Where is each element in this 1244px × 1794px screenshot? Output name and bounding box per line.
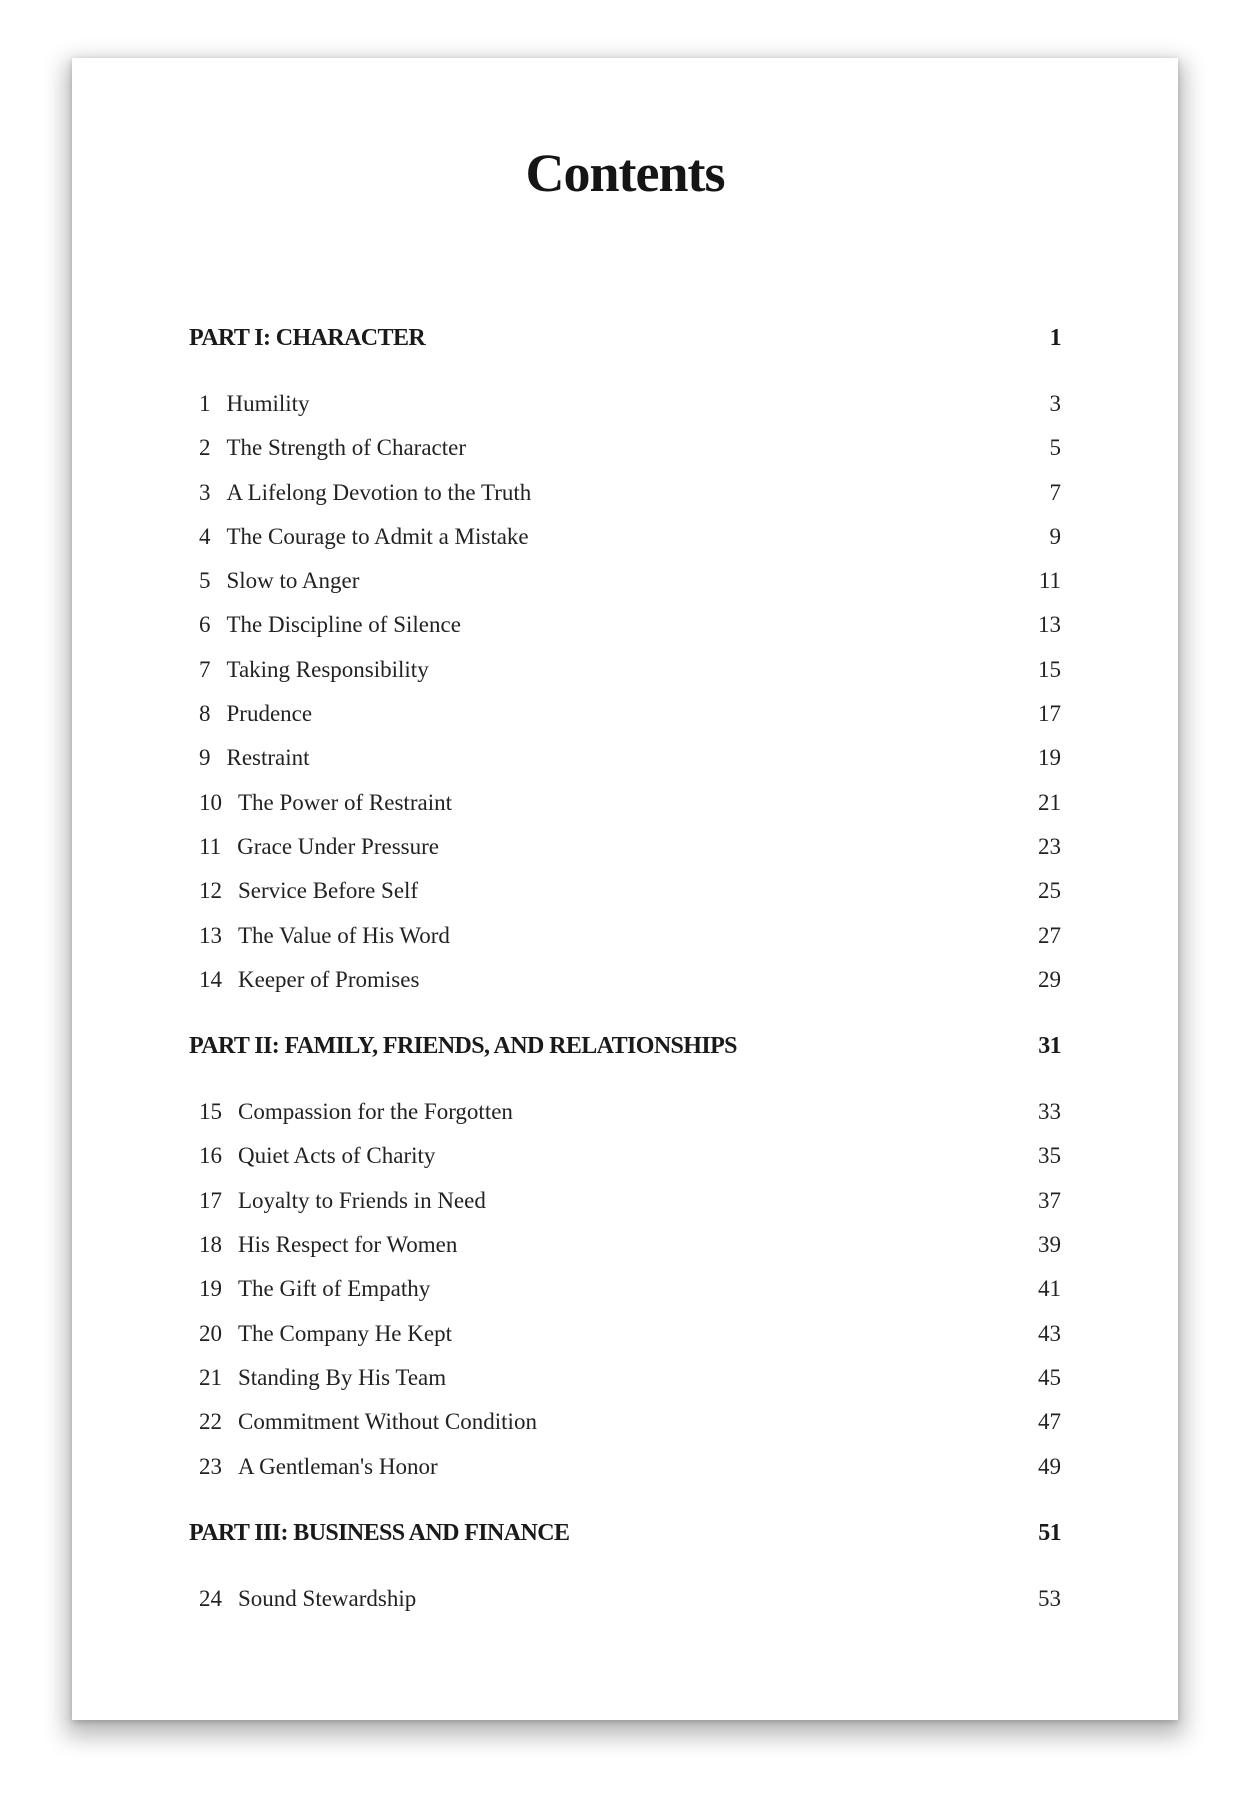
chapter-page-number: 33 [1038, 1099, 1061, 1125]
toc-entry[interactable] [189, 1267, 1061, 1311]
chapter-title: The Value of His Word [238, 922, 450, 948]
chapter-title: Commitment Without Condition [238, 1409, 537, 1435]
toc-entry[interactable] [189, 1577, 1061, 1621]
chapter-number: 16 [199, 1143, 222, 1169]
chapter-title: The Gift of Empathy [238, 1276, 431, 1302]
chapter-title: Compassion for the Forgotten [238, 1099, 513, 1125]
chapter-title: Quiet Acts of Charity [238, 1143, 436, 1169]
chapter-title: Taking Responsibility [226, 656, 429, 682]
toc-entry[interactable] [189, 1312, 1061, 1356]
toc-entry[interactable] [189, 781, 1061, 825]
toc-entry[interactable] [189, 426, 1061, 470]
chapter-number: 17 [199, 1187, 222, 1213]
chapter-title: Service Before Self [238, 878, 419, 904]
toc-part-heading[interactable] [189, 320, 1061, 356]
toc-entry[interactable] [189, 515, 1061, 559]
chapter-number: 4 [199, 523, 211, 549]
toc-entry[interactable] [189, 869, 1061, 913]
chapter-page-number: 29 [1038, 966, 1061, 992]
toc-entry[interactable] [189, 1134, 1061, 1178]
chapter-title: The Strength of Character [226, 435, 466, 461]
chapter-number: 22 [199, 1409, 222, 1435]
document-page [72, 58, 1178, 1720]
chapter-page-number: 47 [1038, 1409, 1061, 1435]
chapter-number: 19 [199, 1276, 222, 1302]
toc-entry[interactable] [189, 1445, 1061, 1489]
toc-part-heading[interactable] [189, 1028, 1061, 1064]
toc-entry-list [189, 382, 1061, 1002]
chapter-number: 1 [199, 391, 211, 416]
chapter-title: Standing By His Team [238, 1364, 447, 1390]
chapter-page-number: 19 [1038, 745, 1061, 771]
part-title: PART I: CHARACTER [189, 325, 426, 351]
toc-entry-list [189, 1577, 1061, 1621]
toc-entry[interactable] [189, 382, 1061, 426]
chapter-page-number: 37 [1038, 1187, 1061, 1213]
chapter-page-number: 27 [1038, 922, 1061, 948]
chapter-title: A Lifelong Devotion to the Truth [226, 479, 532, 505]
chapter-number: 7 [199, 656, 211, 682]
part-page-number: 1 [1049, 325, 1061, 351]
chapter-number: 23 [199, 1453, 222, 1479]
chapter-number: 2 [199, 435, 211, 461]
chapter-number: 5 [199, 568, 211, 594]
toc-entry[interactable] [189, 471, 1061, 515]
chapter-page-number: 3 [1049, 391, 1061, 416]
toc-entry[interactable] [189, 958, 1061, 1002]
part-title: PART III: BUSINESS AND FINANCE [189, 1519, 570, 1546]
toc-entry[interactable] [189, 603, 1061, 647]
chapter-title: Prudence [226, 701, 313, 727]
part-title: PART II: FAMILY, FRIENDS, AND RELATIONSHIPS [189, 1033, 737, 1060]
chapter-number: 9 [199, 745, 211, 771]
chapter-number: 14 [199, 966, 222, 992]
page-title: Contents [525, 143, 725, 203]
toc-part-heading[interactable] [189, 1515, 1061, 1551]
chapter-page-number: 41 [1038, 1276, 1061, 1302]
toc-entry-list [189, 1090, 1061, 1489]
toc-entry[interactable] [189, 736, 1061, 780]
chapter-title: The Power of Restraint [238, 789, 452, 815]
chapter-page-number: 15 [1038, 656, 1061, 682]
chapter-number: 21 [199, 1364, 222, 1390]
chapter-title: Slow to Anger [226, 568, 360, 594]
chapter-number: 3 [199, 479, 211, 505]
toc-entry[interactable] [189, 1179, 1061, 1223]
chapter-number: 12 [199, 878, 222, 904]
chapter-number: 20 [199, 1320, 222, 1346]
chapter-page-number: 17 [1038, 701, 1061, 727]
toc-entry[interactable] [189, 1090, 1061, 1134]
toc-entry[interactable] [189, 692, 1061, 736]
toc-entry[interactable] [189, 1223, 1061, 1267]
toc-entry[interactable] [189, 914, 1061, 958]
chapter-title: The Discipline of Silence [226, 612, 461, 638]
chapter-page-number: 25 [1038, 878, 1061, 904]
chapter-page-number: 49 [1038, 1453, 1061, 1479]
chapter-title: His Respect for Women [238, 1232, 458, 1258]
chapter-number: 8 [199, 701, 211, 727]
chapter-number: 18 [199, 1232, 222, 1258]
chapter-title: The Company He Kept [238, 1320, 452, 1346]
chapter-page-number: 5 [1049, 435, 1061, 461]
chapter-title: Loyalty to Friends in Need [238, 1187, 486, 1213]
part-page-number: 51 [1038, 1519, 1061, 1546]
chapter-page-number: 35 [1038, 1143, 1061, 1169]
chapter-page-number: 23 [1038, 833, 1061, 859]
toc-entry[interactable] [189, 825, 1061, 869]
chapter-page-number: 53 [1038, 1585, 1061, 1611]
chapter-number: 11 [199, 833, 222, 859]
chapter-number: 13 [199, 922, 222, 948]
chapter-page-number: 43 [1038, 1320, 1061, 1346]
chapter-number: 6 [199, 612, 211, 638]
part-page-number: 31 [1038, 1033, 1061, 1060]
chapter-page-number: 9 [1049, 523, 1061, 549]
chapter-title: Restraint [226, 745, 310, 771]
chapter-title: Keeper of Promises [238, 966, 420, 992]
chapter-page-number: 45 [1038, 1364, 1061, 1390]
toc-entry[interactable] [189, 648, 1061, 692]
chapter-title: Sound Stewardship [238, 1585, 417, 1611]
table-of-contents [189, 320, 1061, 1647]
chapter-title: The Courage to Admit a Mistake [226, 523, 529, 549]
chapter-number: 10 [199, 789, 222, 815]
chapter-page-number: 7 [1049, 479, 1061, 505]
chapter-number: 15 [199, 1099, 222, 1125]
chapter-page-number: 21 [1038, 789, 1061, 815]
chapter-title: Humility [226, 391, 310, 416]
toc-entry[interactable] [189, 559, 1061, 603]
chapter-page-number: 11 [1038, 568, 1061, 594]
toc-entry[interactable] [189, 1356, 1061, 1400]
chapter-page-number: 13 [1038, 612, 1061, 638]
chapter-title: A Gentleman's Honor [238, 1453, 438, 1479]
chapter-page-number: 39 [1038, 1232, 1061, 1258]
chapter-number: 24 [199, 1585, 222, 1611]
chapter-title: Grace Under Pressure [237, 833, 439, 859]
toc-entry[interactable] [189, 1400, 1061, 1444]
